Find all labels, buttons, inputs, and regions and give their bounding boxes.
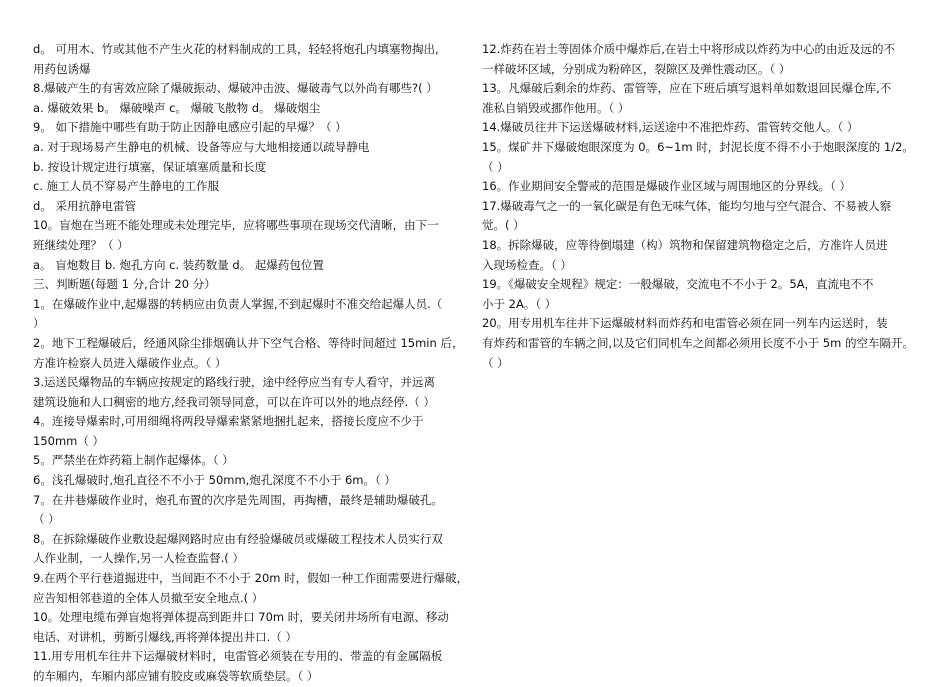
text-line: 20。用专用机车往井下运爆破材料而炸药和电雷管必须在同一列车内运送时，装 [482, 316, 888, 331]
text-line: b. 按设计规定进行填塞，保证填塞质量和长度 [33, 159, 267, 174]
text-line: 5。严禁坐在炸药箱上制作起爆体。（ ） [33, 453, 234, 468]
text-line: 准私自销毁或挪作他用。（ ） [482, 100, 630, 115]
text-line: 10。盲炮在当班不能处理或未处理完毕，应将哪些事项在现场交代清晰，由下一 [33, 218, 439, 233]
text-line: 10。处理电缆布弹盲炮将弹体提高到距井口 70m 时，要关闭井场所有电源、移动 [33, 610, 449, 625]
text-line: （ ） [33, 512, 60, 527]
text-line: d。 可用木、竹或其他不产生火花的材料制成的工具，轻轻将炮孔内填塞物掏出, [33, 42, 439, 56]
text-line: （ ） [482, 159, 509, 174]
text-line: c. 施工人员不穿易产生静电的工作服 [33, 179, 220, 194]
text-line: 人作业制，一人操作,另一人检查监督.( ） [33, 551, 244, 566]
text-line: 12.炸药在岩土等固体介质中爆炸后,在岩土中将形成以炸药为中心的由近及远的不 [482, 42, 895, 56]
text-line: 11.用专用机车往井下运爆破材料时，电雷管必须装在专用的、带盖的有金属隔板 [33, 649, 443, 664]
text-line: 19。《爆破安全规程》规定：一般爆破，交流电不不小于 2。5A，直流电不不 [482, 277, 874, 292]
text-line: 17.爆破毒气之一的一氧化碳是有色无味气体，能均匀地与空气混合、不易被人察 [482, 198, 892, 213]
text-line: 2。地下工程爆破后，经通风除尘排烟确认井下空气合格、等待时间超过 15min 后， [33, 335, 464, 350]
text-line: 150mm（ ） [33, 433, 105, 448]
text-line: 3.运送民爆物品的车辆应按规定的路线行驶，途中经停应当有专人看守，并远离 [33, 375, 435, 390]
text-line: 入现场检查。（ ） [482, 257, 572, 272]
text-line: 电话、对讲机，剪断引爆线,再将弹体提出井口.（ ） [33, 629, 297, 644]
text-line: 6。浅孔爆破时,炮孔直径不不小于 50mm,炮孔深度不不小于 6m。（ ） [33, 473, 396, 488]
text-line: 方准许检察人员进入爆破作业点。（ ） [33, 355, 227, 370]
text-line: 15。煤矿井下爆破炮眼深度为 0。6~1m 时，封泥长度不得不小于炮眼深度的 1/2。 [482, 139, 914, 154]
text-line: 用药包诱爆 [33, 61, 91, 76]
text-line: 小于 2A。（ ） [482, 296, 557, 311]
text-line: 8。在拆除爆破作业敷设起爆网路时应由有经验爆破员或爆破工程技术人员实行双 [33, 531, 443, 546]
text-line: 4。连接导爆索时,可用细绳将两段导爆索紧紧地捆扎起来，搭接长度应不少于 [33, 414, 424, 429]
text-line: 13。凡爆破后剩余的炸药、雷管等，应在下班后填写退料单如数退回民爆仓库,不 [482, 81, 892, 96]
text-line: 7。在井巷爆破作业时，炮孔布置的次序是先周围，再掏槽，最终是辅助爆破孔。 [33, 492, 443, 507]
left-column [33, 40, 473, 687]
text-line: 班继续处理？（ ） [33, 237, 129, 252]
section-heading: 三、判断题(每题 1 分,合计 20 分） [33, 277, 216, 292]
text-line: （ ） [482, 355, 509, 370]
text-line: 9.在两个平行巷道掘进中，当间距不不小于 20m 时，假如一种工作面需要进行爆破， [33, 571, 469, 586]
text-line: 18。拆除爆破，应等待倒塌建（构）筑物和保留建筑物稳定之后，方准许人员进 [482, 237, 888, 252]
text-line: 14.爆破员往井下运送爆破材料,运送途中不准把炸药、雷管转交他人。（ ） [482, 120, 859, 135]
text-line: ） [33, 316, 45, 331]
text-line: 8.爆破产生的有害效应除了爆破振动、爆破冲击波、爆破毒气以外尚有哪些?( ） [33, 81, 438, 96]
text-line: 9。 如下措施中哪些有助于防止因静电感应引起的早爆？（ ） [33, 120, 347, 135]
text-line: a。 盲炮数目 b. 炮孔方向 c. 装药数量 d。 起爆药包位置 [33, 257, 324, 272]
text-line: 觉。( ） [482, 218, 525, 233]
text-line: 建筑设施和人口稠密的地方,经我司领导同意，可以在许可以外的地点经停.（ ） [33, 394, 435, 409]
text-line: 16。作业期间安全警戒的范围是爆破作业区域与周围地区的分界线。（ ） [482, 179, 852, 194]
text-line: 的车厢内，车厢内部应铺有胶皮或麻袋等软质垫层。（ ） [33, 669, 319, 683]
text-line: 一样破坏区域，分别成为粉碎区，裂隙区及弹性震动区。（ ） [482, 61, 791, 76]
right-column [482, 40, 918, 373]
text-line: 应告知相邻巷道的全体人员撤至安全地点.( ） [33, 590, 264, 605]
text-line: 1。在爆破作业中,起爆器的转柄应由负责人掌握,不到起爆时不准交给起爆人员.（ [33, 296, 443, 311]
text-line: 有炸药和雷管的车辆之间,以及它们同机车之间都必须用长度不小于 5m 的空车隔开。 [482, 335, 914, 350]
text-line: a. 爆破效果 b。 爆破噪声 c。 爆破飞散物 d。 爆破烟尘 [33, 100, 321, 115]
text-line: a. 对于现场易产生静电的机械、设备等应与大地相接通以疏导静电 [33, 139, 370, 154]
text-line: d。 采用抗静电雷管 [33, 198, 136, 213]
